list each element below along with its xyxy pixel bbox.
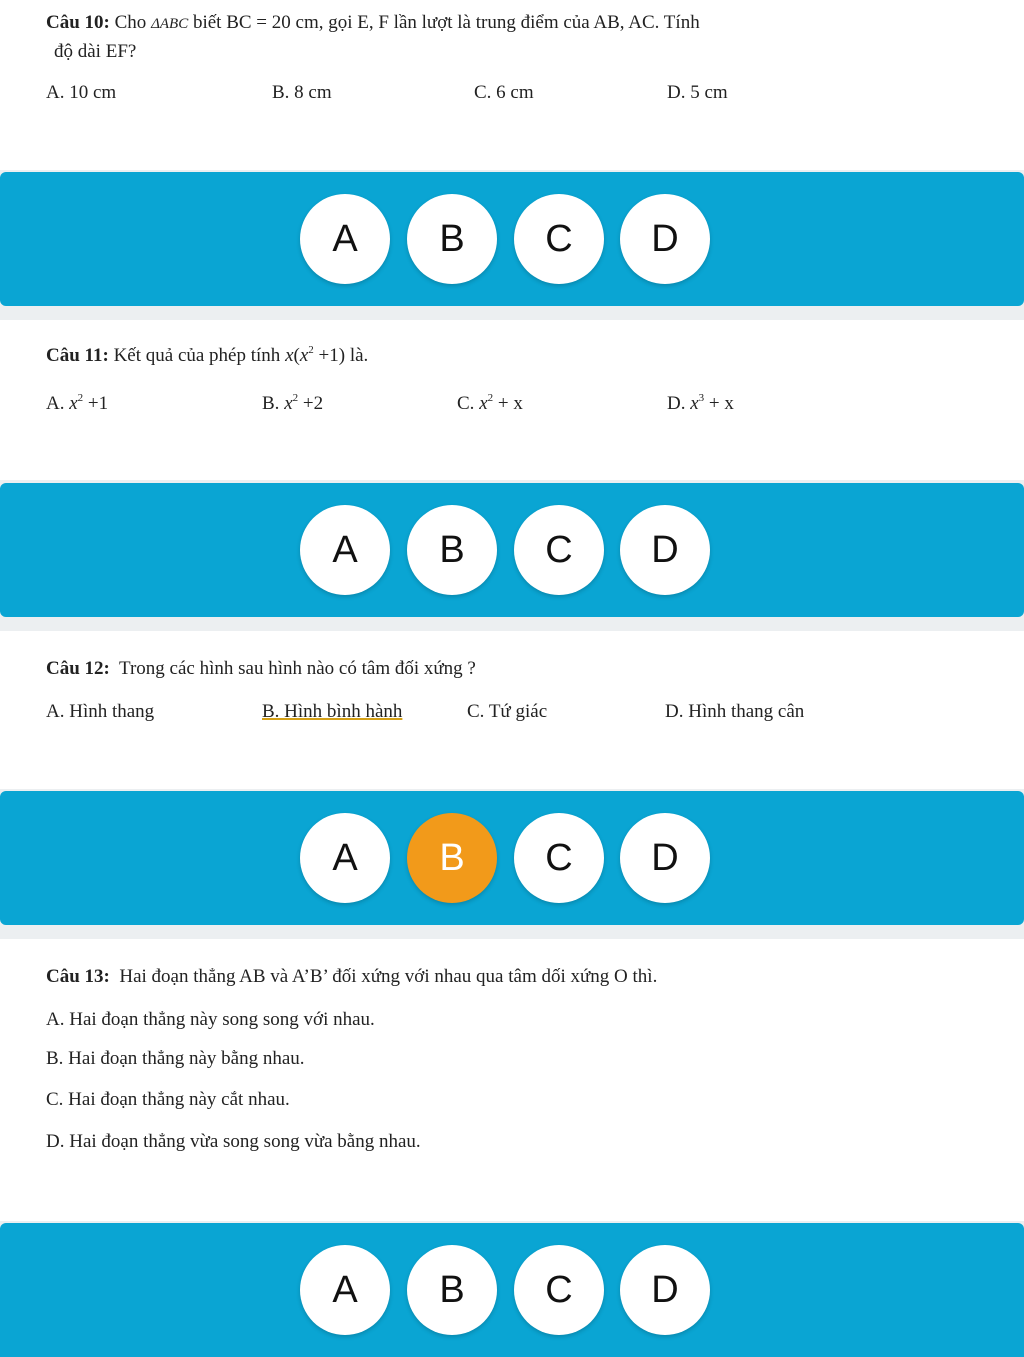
- q12-option-d: D. Hình thang cân: [665, 701, 805, 722]
- answer-a-button[interactable]: A: [300, 505, 390, 595]
- q11-option-d-exp: 3: [698, 392, 705, 404]
- q11-option-b-exp: 2: [292, 392, 299, 404]
- q11-option-b-prefix: B.: [262, 393, 280, 414]
- q11-option-d-prefix: D.: [667, 393, 686, 414]
- q12-option-c: C. Tứ giác: [467, 701, 548, 722]
- answer-b-button-selected[interactable]: B: [407, 813, 497, 903]
- q12-option-a: A. Hình thang: [46, 701, 155, 722]
- expr-paren: (: [293, 345, 300, 366]
- answer-d-button[interactable]: D: [620, 813, 710, 903]
- q13-option-a: A. Hai đoạn thẳng này song song với nhau.: [46, 1009, 375, 1030]
- q11-option-d-rest: + x: [704, 393, 734, 414]
- q11-option-c-prefix: C.: [457, 393, 475, 414]
- triangle-abc: ΔABC: [151, 16, 189, 32]
- answer-a-button[interactable]: A: [300, 1245, 390, 1335]
- question-11-card: [0, 320, 1024, 480]
- question-10-text-line2: độ dài EF?: [54, 41, 137, 62]
- answer-d-button[interactable]: D: [620, 1245, 710, 1335]
- answer-a-button[interactable]: A: [300, 813, 390, 903]
- q11-option-d-base: x: [690, 393, 699, 414]
- question-11-label: Câu 11:: [46, 345, 109, 366]
- q11-option-c-exp: 2: [487, 392, 494, 404]
- answer-band-q10: [0, 172, 1024, 306]
- q11-option-b-rest: +2: [298, 393, 324, 414]
- expr-x2: x: [299, 345, 309, 366]
- expr-rest: +1): [313, 345, 346, 366]
- q13-option-d: D. Hai đoạn thẳng vừa song song vừa bằng nhau.: [46, 1131, 421, 1152]
- q11-option-a-rest: +1: [83, 393, 109, 414]
- answer-d-button[interactable]: D: [620, 505, 710, 595]
- q10-option-a: A. 10 cm: [46, 82, 117, 103]
- q11-option-a-base: x: [69, 393, 78, 414]
- answer-band-q13: [0, 1223, 1024, 1357]
- answer-c-button[interactable]: C: [514, 505, 604, 595]
- question-10-text-part2: biết BC = 20 cm, gọi E, F lần lượt là trung điểm của AB, AC. Tính: [188, 12, 700, 33]
- q11-option-a-prefix: A.: [46, 393, 65, 414]
- answer-b-button[interactable]: B: [407, 1245, 497, 1335]
- question-13-label: Câu 13:: [46, 966, 110, 987]
- question-12-label: Câu 12:: [46, 658, 110, 679]
- q11-option-c-base: x: [479, 393, 488, 414]
- q11-option-a-exp: 2: [77, 392, 84, 404]
- q13-option-c: C. Hai đoạn thẳng này cắt nhau.: [46, 1089, 290, 1110]
- question-11-text-part2: là.: [345, 345, 369, 366]
- question-10-label: Câu 10:: [46, 12, 110, 33]
- q11-option-b: [262, 391, 323, 417]
- q11-option-c-rest: + x: [493, 393, 523, 414]
- answer-d-button[interactable]: D: [620, 194, 710, 284]
- answer-c-button[interactable]: C: [514, 1245, 604, 1335]
- question-10-card: [0, 0, 1024, 170]
- q10-option-b: B. 8 cm: [272, 82, 332, 103]
- question-13-body: Hai đoạn thẳng AB và A’B’ đối xứng với nhau qua tâm dối xứng O thì.: [119, 966, 658, 987]
- answer-c-button[interactable]: C: [514, 813, 604, 903]
- expr-x: x: [285, 345, 294, 366]
- q10-option-d: D. 5 cm: [667, 82, 728, 103]
- question-10-text: [46, 9, 700, 38]
- q11-option-a: [46, 391, 108, 417]
- q12-option-b: B. Hình bình hành: [262, 701, 403, 722]
- answer-b-button[interactable]: B: [407, 194, 497, 284]
- q10-option-c: C. 6 cm: [474, 82, 534, 103]
- answer-a-button[interactable]: A: [300, 194, 390, 284]
- question-11-text: [46, 342, 368, 370]
- expr-exp: 2: [308, 344, 314, 356]
- q11-option-d: [667, 391, 734, 417]
- question-13-text: [46, 963, 657, 991]
- question-12-card: [0, 631, 1024, 789]
- q13-option-b: B. Hai đoạn thẳng này bằng nhau.: [46, 1048, 305, 1069]
- question-10-text-part1: Cho: [114, 12, 152, 33]
- q11-option-b-base: x: [284, 393, 293, 414]
- question-11-text-part1: Kết quả của phép tính: [113, 345, 286, 366]
- answer-c-button[interactable]: C: [514, 194, 604, 284]
- q11-option-c: [457, 391, 523, 417]
- answer-band-q11: [0, 483, 1024, 617]
- question-13-card: [0, 939, 1024, 1221]
- answer-b-button[interactable]: B: [407, 505, 497, 595]
- question-12-text: [46, 655, 476, 683]
- answer-band-q12: [0, 791, 1024, 925]
- question-12-body: Trong các hình sau hình nào có tâm đối xứng ?: [119, 658, 476, 679]
